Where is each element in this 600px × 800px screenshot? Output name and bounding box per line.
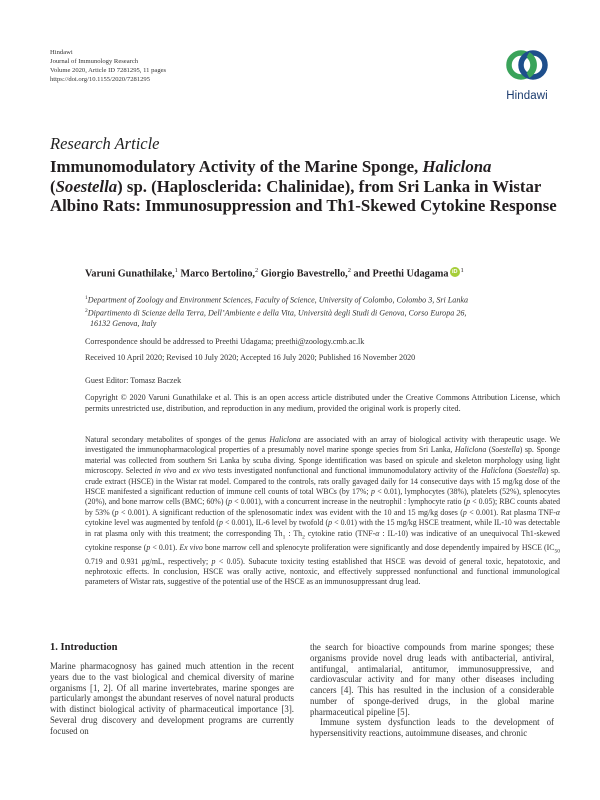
hindawi-wordmark: Hindawi: [506, 90, 548, 102]
correspondence: Correspondence should be addressed to Preethi Udagama; preethi@zoology.cmb.ac.lk: [85, 337, 365, 346]
doi-link[interactable]: https://doi.org/10.1155/2020/7281295: [50, 76, 151, 83]
copyright-notice: Copyright © 2020 Varuni Gunathilake et al. This is an open access article distributed under the Creative Commons Attribution License, which permits unrestricted use, distribution, and reproduction in any medium, provided the original work is properly cited.: [85, 393, 560, 413]
paragraph: Marine pharmacognosy has gained much attention in the recent years due to the vast biological and chemical diversity of marine organisms [1, 2]. Of all marine invertebrates, marine sponges are particularly amongst the abundant reserves of novel natural products with distinct biological activity of pharmaceutical importance [3]. Several drug discovery and development programs are currently focused on: [50, 661, 294, 736]
publisher-name: Hindawi: [50, 49, 73, 56]
publication-dates: Received 10 April 2020; Revised 10 July 2020; Accepted 16 July 2020; Published 16 November 2020: [85, 353, 416, 362]
journal-name: Journal of Immunology Research: [50, 58, 139, 65]
guest-editor: Guest Editor: Tomasz Baczek: [85, 376, 182, 385]
article-title: Immunomodulatory Activity of the Marine Sponge, Haliclona (Soestella) sp. (Haplosclerida: Chalinidae), from Sri Lanka in Wistar Albino Rats: Immunosuppression and Th1-Skewed Cytokine Response: [50, 157, 557, 215]
author-list: Varuni Gunathilake,$^1$ Marco Bertolino,$^2$ Giorgio Bavestrello,$^2$ and Preethi UdagamaiD $^1$: [85, 267, 464, 279]
volume-line: Volume 2020, Article ID 7281295, 11 pages: [50, 67, 167, 74]
affiliation-item: $^1$Department of Zoology and Environment Sciences, Faculty of Science, University of Colombo, Colombo 3, Sri Lanka: [85, 295, 469, 305]
author-name[interactable]: and Preethi Udagama: [350, 268, 449, 280]
affiliation-item: $^2$Dipartimento di Scienze della Terra, Dell’Ambiente e della Vita, Università degli Studi di Genova, Corso Europa 26,: [85, 307, 467, 318]
affiliations: [85, 293, 560, 329]
body-column-right: [310, 642, 554, 739]
author-name[interactable]: Giorgio Bavestrello,: [258, 268, 348, 280]
author-name[interactable]: Varuni Gunathilake,: [85, 268, 175, 280]
affiliation-item: 16132 Genova, Italy: [90, 319, 157, 329]
hindawi-logo-icon: [497, 44, 557, 90]
journal-meta: [50, 48, 166, 84]
abstract: Natural secondary metabolites of sponges of the genus Haliclona are associated with an array of biological activity with therapeutic usage. We investigated the immunopharmacological properties of a presumably novel marine sponge species from Sri Lanka, Haliclona (Soestella) sp. Sponge material was collected from southern Sri Lanka by scuba diving. Sponge identification was based on spicule and skeleton morphology using light microscopy. Selected in vivo and ex vivo tests investigated nonfunctional and functional immunomodulatory activity of the Haliclona (Soestella) sp. crude extract (HSCE) in the Wistar rat model. Compared to the controls, rats orally gavaged daily for 14 consecutive days with 15 mg/kg dose of the HSCE manifested a significant reduction of immune cell counts of total WBCs (by 17%; p < 0.01), lymphocytes (38%), platelets (52%), splenocytes (20%), and bone marrow cells (BMC; 60%) (p < 0.001), with a concurrent increase in the neutrophil : lymphocyte ratio (p < 0.05); RBC counts abated by 53% (p < 0.001). A significant reduction of the splenosomatic index was evident with the 10 and 15 mg/kg doses (p < 0.001). Rat plasma TNF-α cytokine level was augmented by tenfold (p < 0.001), IL-6 level by twofold (p < 0.01) with the 15 mg/kg HSCE treatment, while IL-10 was detectable in rat plasma only with this treatment; the corresponding $Th_1$ : $Th_2$ cytokine ratio (TNF-α : IL-10) was indicative of an unequivocal Th1-skewed cytokine response (p < 0.01). Ex vivo bone marrow cell and splenocyte proliferation were significantly and dose dependently impaired by HSCE ($IC_{50}$ 0.719 and 0.931 μg/mL, respectively; p < 0.05). Subacute toxicity testing established that HSCE was devoid of general toxic, hepatotoxic, and nephrotoxic effects. In conclusion, HSCE was orally active, nontoxic, and effectively suppressed nonfunctional and functional immunological parameters of Wistar rats, suggestive of the potential use of the HSCE as an immunosuppressant drug lead.: [85, 435, 560, 587]
hindawi-logo[interactable]: [497, 44, 557, 108]
orcid-icon[interactable]: [450, 267, 460, 277]
body-column-left: [50, 661, 294, 736]
article-type: Research Article: [50, 134, 160, 153]
author-name[interactable]: Marco Bertolino,: [177, 268, 255, 280]
paragraph: the search for bioactive compounds from marine sponges; these organisms provide novel drug leads with antibacterial, antiviral, antifungal, antimalarial, antitumor, immunosuppressive, and cardiovascular activity and for many other diseases including cancers [4]. This has resulted in the inclusion of a considerable number of sponge-derived drugs, in the global marine pharmaceutical pipeline [5].: [310, 642, 554, 717]
section-heading-introduction: 1. Introduction: [50, 642, 118, 653]
paragraph: Immune system dysfunction leads to the development of hypersensitivity reactions, autoimmune diseases, and chronic: [310, 717, 554, 738]
